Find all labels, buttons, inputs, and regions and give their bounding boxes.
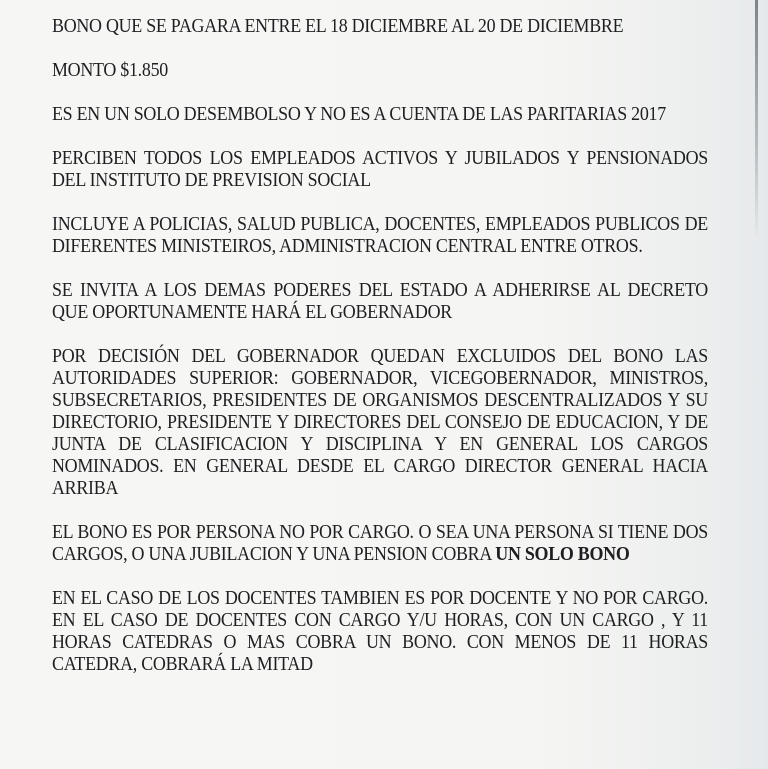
paragraph-amount: MONTO $1.850 [52,60,168,81]
document-body [52,16,708,698]
paragraph-includes: INCLUYE A POLICIAS, SALUD PUBLICA, DOCENTES, EMPLEADOS PUBLICOS DE DIFERENTES MINISTEIROS, ADMINISTRACION CENTRAL ENTRE OTROS. [52,214,708,257]
per-person-bold-text: UN SOLO BONO [495,544,630,565]
paragraph-exclusions: POR DECISIÓN DEL GOBERNADOR QUEDAN EXCLUIDOS DEL BONO LAS AUTORIDADES SUPERIOR: GOBERNADOR, VICEGOBERNADOR, MINISTROS, SUBSECRETARIOS, PRESIDENTES DE ORGANISMOS DESCENTRALIZADOS Y SU DIRECTORIO, PRESIDENTE Y DIRECTORES DEL CONSEJO DE EDUCACION, Y DE JUNTA DE CLASIFICACION Y DISCIPLINA Y EN GENERAL LOS CARGOS NOMINADOS. EN GENERAL DESDE EL CARGO DIRECTOR GENERAL HACIA ARRIBA [52,346,708,499]
paragraph-payment-dates: BONO QUE SE PAGARA ENTRE EL 18 DICIEMBRE AL 20 DE DICIEMBRE [52,16,624,37]
paragraph-per-person [52,522,708,566]
paragraph-invitation: SE INVITA A LOS DEMAS PODERES DEL ESTADO A ADHERIRSE AL DECRETO QUE OPORTUNAMENTE HARÁ EL GOBERNADOR [52,280,708,323]
page-edge-shadow [755,0,758,240]
paragraph-single-disbursement: ES EN UN SOLO DESEMBOLSO Y NO ES A CUENTA DE LAS PARITARIAS 2017 [52,104,666,125]
per-person-text: EL BONO ES POR PERSONA NO POR CARGO. O SEA UNA PERSONA SI TIENE DOS CARGOS, O UNA JUBILACION Y UNA PENSION COBRA [52,522,708,565]
paragraph-recipients: PERCIBEN TODOS LOS EMPLEADOS ACTIVOS Y JUBILADOS Y PENSIONADOS DEL INSTITUTO DE PREVISION SOCIAL [52,148,708,191]
paragraph-teachers: EN EL CASO DE LOS DOCENTES TAMBIEN ES POR DOCENTE Y NO POR CARGO. EN EL CASO DE DOCENTES CON CARGO Y/U HORAS, CON UN CARGO , Y 11 HORAS CATEDRAS O MAS COBRA UN BONO. CON MENOS DE 11 HORAS CATEDRA, COBRARÁ LA MITAD [52,588,708,675]
